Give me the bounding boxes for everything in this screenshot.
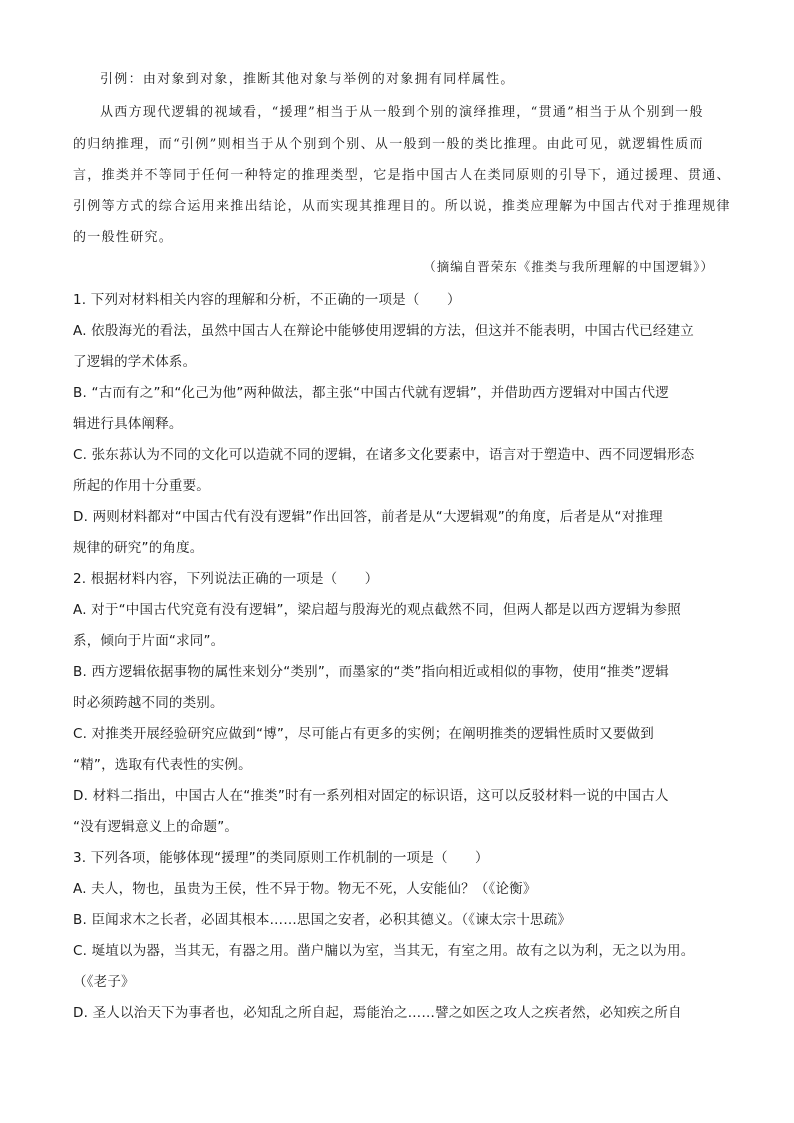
option-line: C. 埏埴以为器，当其无，有器之用。凿户牖以为室，当其无，有室之用。故有之以为利，无之以为用。	[73, 943, 695, 959]
question-stem: 2. 根据材料内容，下列说法正确的一项是（ ）	[73, 571, 379, 587]
option-line: A. 对于“中国古代究竟有没有逻辑”，梁启超与殷海光的观点截然不同，但两人都是以西方逻辑为参照	[73, 602, 681, 618]
option-line: 时必须跨越不同的类别。	[73, 695, 224, 711]
passage-line: 从西方现代逻辑的视域看，“援理”相当于从一般到个别的演绎推理，“贯通”相当于从个别到一般	[100, 105, 704, 120]
option-line: D. 圣人以治天下为事者也，必知乱之所自起，焉能治之……譬之如医之攻人之疾者然，必知疾之所自	[73, 1005, 682, 1021]
option-line: C. 张东荪认为不同的文化可以造就不同的逻辑，在诸多文化要素中，语言对于塑造中、西不同逻辑形态	[73, 447, 695, 463]
option-line: B. “古而有之”和“化己为他”两种做法，都主张“中国古代就有逻辑”，并借助西方逻辑对中国古代逻	[73, 385, 669, 401]
question-stem: 3. 下列各项，能够体现“援理”的类同原则工作机制的一项是（ ）	[73, 850, 489, 866]
passage-line: 言，推类并不等同于任何一种特定的推理类型，它是指中国古人在类同原则的引导下，通过援理、贯通、	[73, 168, 731, 183]
passage-line: 引例等方式的综合运用来推出结论，从而实现其推理目的。所以说，推类应理解为中国古代对于推理规律	[73, 199, 731, 214]
passage-line: 的归纳推理，而“引例”则相当于从个别到个别、从一般到一般的类比推理。由此可见，就逻辑性质而	[73, 137, 704, 152]
option-line: （《老子》	[73, 974, 135, 990]
option-line: B. 臣闻求木之长者，必固其根本……思国之安者，必积其德义。（《谏太宗十思疏》	[73, 912, 572, 928]
option-line: “没有逻辑意义上的命题”。	[73, 819, 239, 835]
option-line: D. 材料二指出，中国古人在“推类”时有一系列相对固定的标识语，这可以反驳材料一说的中国古人	[73, 788, 669, 804]
option-line: D. 两则材料都对“中国古代有没有逻辑”作出回答，前者是从“大逻辑观”的角度，后者是从“对推理	[73, 509, 663, 525]
option-line: C. 对推类开展经验研究应做到“博”，尽可能占有更多的实例；在阐明推类的逻辑性质时又要做到	[73, 726, 654, 742]
option-line: “精”，选取有代表性的实例。	[73, 757, 252, 773]
option-line: B. 西方逻辑依据事物的属性来划分“类别”，而墨家的“类”指向相近或相似的事物，使用“推类”逻辑	[73, 664, 669, 680]
option-line: 系，倾向于片面“求同”。	[73, 633, 225, 649]
option-line: 辑进行具体阐释。	[73, 416, 183, 432]
option-line: A. 依殷海光的看法，虽然中国古人在辩论中能够使用逻辑的方法，但这并不能表明，中国古代已经建立	[73, 323, 694, 339]
passage-line: 引例：由对象到对象，推断其他对象与举例的对象拥有同样属性。	[100, 72, 515, 87]
source-citation: （摘编自晋荣东《推类与我所理解的中国逻辑》）	[423, 259, 714, 274]
option-line: A. 夫人，物也，虽贵为王侯，性不异于物。物无不死，人安能仙？（《论衡》	[73, 881, 537, 897]
option-line: 规律的研究”的角度。	[73, 540, 204, 556]
passage-line: 的一般性研究。	[73, 230, 174, 245]
option-line: 了逻辑的学术体系。	[73, 354, 197, 370]
question-stem: 1. 下列对材料相关内容的理解和分析，不正确的一项是（ ）	[73, 292, 461, 308]
option-line: 所起的作用十分重要。	[73, 478, 210, 494]
